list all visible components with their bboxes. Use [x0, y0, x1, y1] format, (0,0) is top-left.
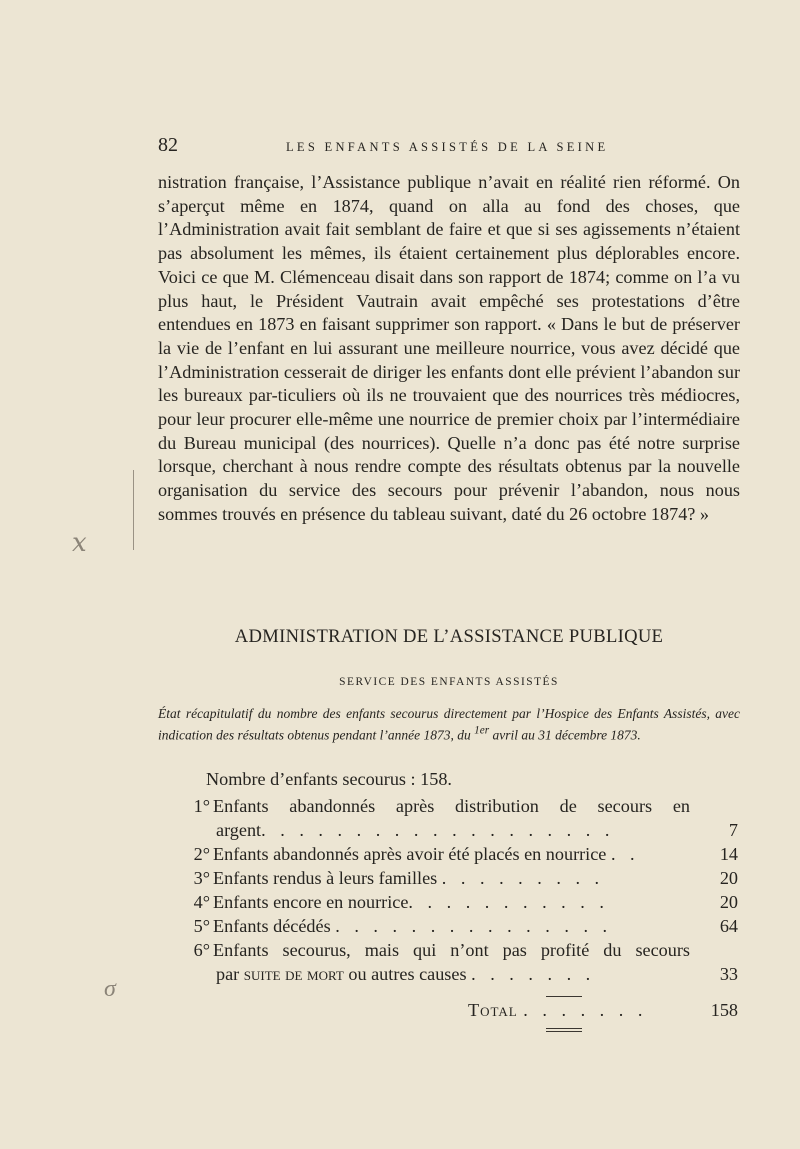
page-header: [158, 134, 738, 157]
count-line: Nombre d’enfants secourus : 158.: [206, 769, 452, 789]
row-number: 1°: [193, 796, 210, 816]
page-number: 82: [158, 134, 178, 156]
row-label: Enfants secourus, mais qui n’ont pas profité du secours: [213, 940, 690, 960]
row-label-cont: par suite de mort ou autres causes . . . . . . .: [216, 964, 596, 984]
dot-leader: . . . . . . .: [523, 1000, 648, 1020]
table-row: [158, 844, 740, 868]
margin-pencil-mark: ⅹ: [72, 528, 87, 557]
row-value: 14: [719, 844, 738, 864]
table-row: [158, 868, 740, 892]
total-value: 158: [710, 1000, 738, 1020]
row-value: 7: [728, 820, 738, 840]
row-value: 64: [719, 916, 738, 936]
row-label: Enfants encore en nourrice. . . . . . . . . . .: [213, 892, 609, 912]
table-row: [158, 916, 740, 940]
row-label-cont: argent. . . . . . . . . . . . . . . . . . .: [216, 820, 615, 840]
row-number: 6°: [193, 940, 210, 960]
row-value: 20: [719, 868, 738, 888]
caption-line-3: avril au 31 décembre 1873.: [492, 727, 641, 742]
dot-leader: . . . . . . . . . . . . . . .: [335, 916, 613, 936]
row-number: 4°: [193, 892, 210, 912]
total-rule: [546, 996, 582, 997]
table-row: [158, 892, 740, 916]
caption-line-3-sup: 1er: [474, 724, 490, 737]
table-row: [158, 796, 740, 820]
total-label: Total . . . . . . .: [468, 1000, 648, 1020]
caption-line-1: État récapitulatif du nombre des enfants secourus directement par l’Hospice des: [158, 706, 613, 721]
double-rule: [546, 1028, 582, 1032]
table-title: ADMINISTRATION DE L’ASSISTANCE PUBLIQUE: [234, 626, 664, 647]
row-number: 2°: [193, 844, 210, 864]
total-row: [158, 1000, 740, 1024]
table-row-continuation: [158, 964, 740, 988]
caption-line-2: Enfants Assistés, avec indication des résultats obtenus pendant l’année 1873, du: [158, 706, 740, 742]
table-row: [158, 940, 740, 964]
table-row-continuation: [158, 820, 740, 844]
margin-pencil-mark: σ: [104, 976, 116, 1002]
row-label: Enfants rendus à leurs familles . . . . . . . . .: [213, 868, 605, 888]
margin-pencil-line: [133, 470, 134, 550]
row-label: Enfants décédés . . . . . . . . . . . . . . .: [213, 916, 613, 936]
row-label: Enfants abandonnés après distribution de secours en: [213, 796, 690, 816]
row-label: Enfants abandonnés après avoir été placés en nourrice . .: [213, 844, 640, 864]
row-number: 3°: [193, 868, 210, 888]
running-head: LES ENFANTS ASSISTÉS DE LA SEINE: [286, 140, 609, 154]
dot-leader: . . . . . . .: [471, 964, 596, 984]
body-paragraph: nistration française, l’Assistance publique n’avait en réalité rien réformé. On s’aperçut même en 1874, quand on alla au fond des choses, que l’Administration avait fait semblant de faire et que si ses agissements n’étaient pas absolument les mêmes, ils étaient certainement plus déplorables encore. Voici ce que M. Clémenceau disait dans son rapport de 1874; comme on l’a vu plus haut, le Président Vautrain avait empêché ses protestations d’être entendues en 1873 en faisant supprimer son rapport. « Dans le but de préserver la vie de l’enfant en lui assurant une meilleure nourrice, vous avez décidé que l’Administration cesserait de diriger les enfants dont elle prévient l’abandon sur les bureaux par-ticuliers où ils ne trouvaient que des nourrices très médiocres, pour leur procurer elle-même une nourrice de premier choix par l’intermédiaire du Bureau municipal (des nourrices). Quelle n’a donc pas été notre surprise lorsque, cherchant à nous rendre compte des résultats obtenus par la nouvelle organisation du service des secours pour prévenir l’abandon, nous nous sommes trouvés en présence du tableau suivant, daté du 26 octobre 1874? »: [158, 172, 740, 524]
row-value: 20: [719, 892, 738, 912]
table-subtitle: SERVICE DES ENFANTS ASSISTÉS: [339, 676, 559, 688]
dot-leader: . . . . . . . . .: [441, 868, 605, 888]
body-text: [158, 171, 740, 527]
dot-leader: . . . . . . . . . . . . . . . . . . .: [261, 820, 615, 840]
table-caption: [158, 705, 740, 744]
row-value: 33: [719, 964, 738, 984]
dot-leader: . . . . . . . . . . .: [408, 892, 609, 912]
dot-leader: . .: [610, 844, 640, 864]
row-number: 5°: [193, 916, 210, 936]
